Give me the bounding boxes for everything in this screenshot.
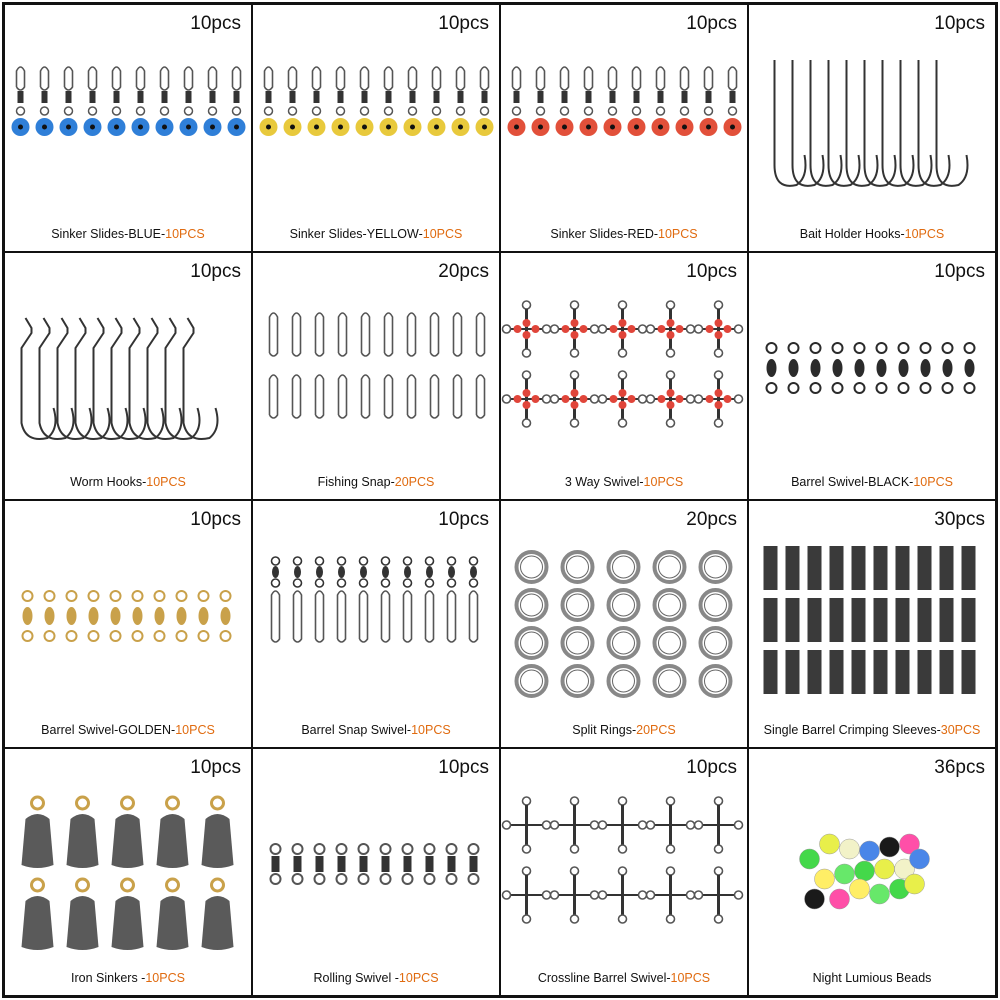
product-label [253, 971, 499, 985]
product-card [501, 749, 747, 995]
product-label [5, 475, 251, 489]
three-way-swivel-icon [501, 293, 747, 463]
product-card [5, 253, 251, 499]
product-name: Barrel Swivel-BLACK- [791, 475, 914, 489]
barrel-snap-swivel-icon [253, 541, 499, 711]
product-card [749, 5, 995, 251]
product-count: 20PCS [636, 723, 676, 737]
product-card [501, 253, 747, 499]
quantity-label: 10pcs [686, 261, 737, 282]
quantity-label: 20pcs [438, 261, 489, 282]
product-count: 10PCS [913, 475, 953, 489]
bait-holder-hook-icon [749, 45, 995, 215]
quantity-label: 10pcs [438, 13, 489, 34]
product-label [253, 227, 499, 241]
quantity-label: 10pcs [190, 13, 241, 34]
product-card [5, 5, 251, 251]
rolling-swivel-icon [253, 789, 499, 959]
product-name: 3 Way Swivel- [564, 475, 644, 489]
quantity-label: 20pcs [686, 509, 737, 530]
product-name: Rolling Swivel - [313, 971, 399, 985]
product-label [749, 723, 995, 737]
quantity-label: 10pcs [438, 509, 489, 530]
product-count: 10PCS [165, 227, 205, 241]
product-name: Crossline Barrel Swivel- [537, 971, 671, 985]
worm-hook-icon [5, 293, 251, 463]
quantity-label: 10pcs [190, 509, 241, 530]
product-card [749, 253, 995, 499]
iron-sinker-icon [5, 789, 251, 959]
quantity-label: 36pcs [934, 757, 985, 778]
sinker-slide-red-icon [501, 45, 747, 215]
product-card [5, 501, 251, 747]
product-card [749, 749, 995, 995]
quantity-label: 10pcs [190, 261, 241, 282]
product-card [501, 5, 747, 251]
product-name: Barrel Swivel-GOLDEN- [41, 723, 176, 737]
product-name: Worm Hooks- [70, 475, 147, 489]
product-name: Sinker Slides-RED- [550, 227, 659, 241]
sinker-slide-yellow-icon [253, 45, 499, 215]
product-count: 10PCS [670, 971, 711, 985]
product-label [749, 227, 995, 241]
product-name: Sinker Slides-BLUE- [51, 227, 166, 241]
product-card [253, 5, 499, 251]
luminous-bead-icon [749, 789, 995, 959]
product-count: 20PCS [394, 475, 435, 489]
worm-hook-icon [5, 293, 251, 463]
crimping-sleeve-icon [749, 541, 995, 711]
barrel-swivel-golden-icon [5, 541, 251, 711]
quantity-label: 10pcs [438, 757, 489, 778]
product-count: 10PCS [175, 723, 215, 737]
product-label [501, 475, 747, 489]
bait-holder-hook-icon [749, 45, 995, 215]
crimping-sleeve-icon [749, 541, 995, 711]
product-count: 10PCS [146, 475, 186, 489]
product-card [253, 749, 499, 995]
quantity-label: 10pcs [934, 13, 985, 34]
product-name: Split Rings- [572, 723, 637, 737]
product-label [501, 971, 747, 985]
sinker-slide-yellow-icon [253, 45, 499, 215]
quantity-label: 10pcs [686, 757, 737, 778]
product-count: 10PCS [145, 971, 185, 985]
product-name: Single Barrel Crimping Sleeves- [763, 723, 941, 737]
product-count: 10PCS [411, 723, 451, 737]
product-name: Fishing Snap- [317, 475, 395, 489]
product-name: Night Lumious Beads [812, 971, 932, 985]
crossline-swivel-icon [501, 789, 747, 959]
product-name: Iron Sinkers - [71, 971, 146, 985]
crossline-swivel-icon [501, 789, 747, 959]
product-name: Sinker Slides-YELLOW- [289, 227, 423, 241]
product-name: Barrel Snap Swivel- [301, 723, 412, 737]
product-label [501, 227, 747, 241]
product-count: 10PCS [643, 475, 684, 489]
product-count: 10PCS [398, 971, 439, 985]
fishing-snap-icon [253, 293, 499, 463]
sinker-slide-blue-icon [5, 45, 251, 215]
product-grid [2, 2, 998, 998]
product-label [749, 475, 995, 489]
product-label [253, 723, 499, 737]
barrel-snap-swivel-icon [253, 541, 499, 711]
split-ring-icon [501, 541, 747, 711]
product-count: 10PCS [422, 227, 463, 241]
product-count: 10PCS [658, 227, 698, 241]
rolling-swivel-icon [253, 789, 499, 959]
product-count: 10PCS [904, 227, 945, 241]
luminous-bead-icon [749, 789, 995, 959]
quantity-label: 10pcs [190, 757, 241, 778]
quantity-label: 10pcs [934, 261, 985, 282]
product-label [749, 971, 995, 985]
product-count: 30PCS [940, 723, 981, 737]
barrel-swivel-black-icon [749, 293, 995, 463]
three-way-swivel-icon [501, 293, 747, 463]
product-card [253, 253, 499, 499]
product-label [253, 475, 499, 489]
quantity-label: 10pcs [686, 13, 737, 34]
iron-sinker-icon [5, 789, 251, 959]
product-label [5, 723, 251, 737]
split-ring-icon [501, 541, 747, 711]
product-card [501, 501, 747, 747]
barrel-swivel-golden-icon [5, 541, 251, 711]
product-label [5, 227, 251, 241]
fishing-snap-icon [253, 293, 499, 463]
product-label [5, 971, 251, 985]
product-card [5, 749, 251, 995]
sinker-slide-blue-icon [5, 45, 251, 215]
quantity-label: 30pcs [934, 509, 985, 530]
product-name: Bait Holder Hooks- [799, 227, 905, 241]
product-card [749, 501, 995, 747]
barrel-swivel-black-icon [749, 293, 995, 463]
product-card [253, 501, 499, 747]
product-label [501, 723, 747, 737]
sinker-slide-red-icon [501, 45, 747, 215]
